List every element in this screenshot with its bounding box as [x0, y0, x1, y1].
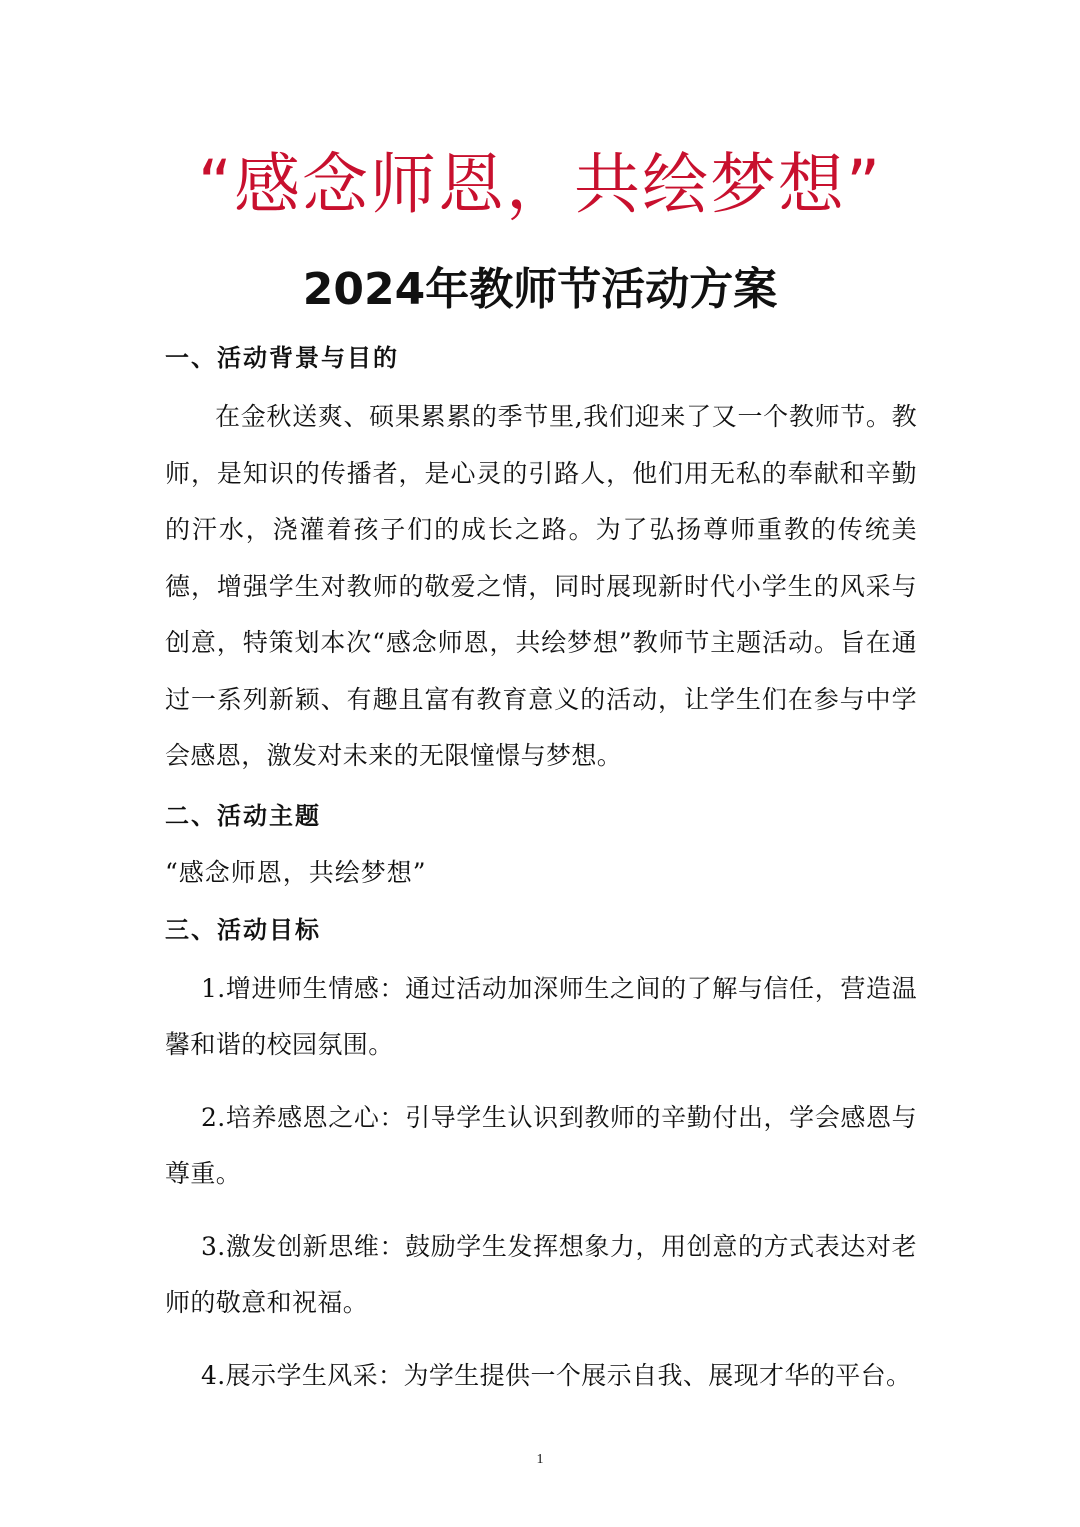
section-heading-theme: 二、活动主题: [165, 801, 321, 830]
goal-item: 3.激发创新思维：鼓励学生发挥想象力，用创意的方式表达对老师的敬意和祝福。: [165, 1231, 917, 1317]
goal-item: 4.展示学生风采：为学生提供一个展示自我、展现才华的平台。: [201, 1360, 912, 1390]
page-number: 1: [536, 1452, 544, 1467]
section-paragraph-background: 在金秋送爽、硕果累累的季节里,我们迎来了又一个教师节。教师，是知识的传播者，是心灵的引路人，他们用无私的奉献和辛勤的汗水，浇灌着孩子们的成长之路。为了弘扬尊师重教的传统美德，增强学生对教师的敬爱之情，同时展现新时代小学生的风采与创意，特策划本次“感念师恩，共绘梦想”教师节主题活动。旨在通过一系列新颖、有趣且富有教育意义的活动，让学生们在参与中学会感恩，激发对未来的无限憧憬与梦想。: [165, 402, 917, 770]
document-title-red: “感念师恩，共绘梦想”: [197, 146, 883, 223]
section-heading-goals: 三、活动目标: [165, 915, 321, 944]
document-body: [165, 333, 917, 1420]
section-text-theme: “感念师恩，共绘梦想”: [165, 857, 427, 887]
goal-item: 1.增进师生情感：通过活动加深师生之间的了解与信任，营造温馨和谐的校园氛围。: [165, 973, 917, 1059]
goal-item: 2.培养感恩之心：引导学生认识到教师的辛勤付出，学会感恩与尊重。: [165, 1102, 917, 1188]
document-title-main: 2024年教师节活动方案: [302, 264, 778, 315]
section-heading-background: 一、活动背景与目的: [165, 344, 399, 372]
